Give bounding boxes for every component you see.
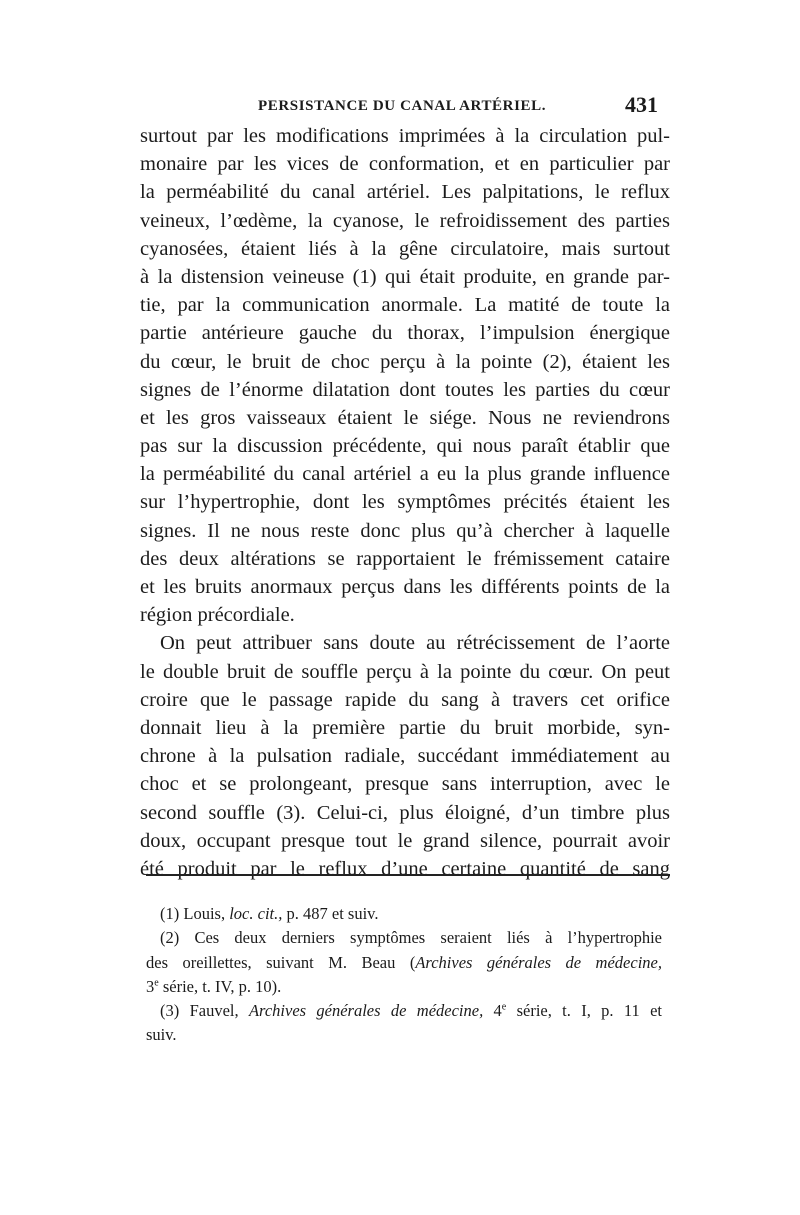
footnote-journal: Archives générales de médecine, [415,952,662,972]
text-line: monaire par les vices de conformation, et en particulier par [140,153,670,176]
footnote-citation: loc. cit., [229,904,283,923]
text-line: croire que le passage rapide du sang à travers cet orifice [140,688,670,711]
footnote-marker: (1) [160,904,180,923]
text-line: du cœur, le bruit de choc perçu à la pointe (2), étaient les [140,350,670,373]
text-line: des deux altérations se rapportaient le frémissement cataire [140,547,670,570]
text-line: le double bruit de souffle perçu à la pointe du cœur. On peut [140,660,670,683]
text-line: à la distension veineuse (1) qui était produite, en grande par- [140,265,670,288]
footnote-2-line [146,951,662,975]
footnote-text: série, t. IV, p. 10). [158,976,282,996]
footnote-divider [146,874,670,876]
footnote-2-line [146,975,662,999]
paragraph-start-line: On peut attribuer sans doute au rétrécissement de l’aorte [160,632,670,655]
text-line: veineux, l’œdème, la cyanose, le refroidissement des parties [140,209,670,232]
footnote-author: (3) Fauvel, [160,1001,239,1021]
text-line: cyanosées, étaient liés à la gêne circulatoire, mais surtout [140,237,670,260]
footnote-page-ref: p. 487 et suiv. [286,904,379,923]
text-line: signes de l’énorme dilatation dont toutes les parties du cœur [140,378,670,401]
page-number: 431 [625,92,658,117]
text-line: donnait lieu à la première partie du bruit morbide, syn- [140,716,670,739]
footnote-author: Louis, [183,904,226,923]
footnote-1 [146,902,662,926]
footnote-superscript: e [501,1001,507,1013]
text-line: et les bruits anormaux perçus dans les différents points de la [140,576,670,598]
footnote-2-line: (2) Ces deux derniers symptômes seraient liés à l’hypertrophie [160,928,662,948]
text-line: la perméabilité du canal artériel a eu la plus grande influence [140,463,670,486]
running-header [140,92,658,120]
text-line: second souffle (3). Celui-ci, plus éloigné, d’un timbre plus [140,801,670,824]
footnotes [146,902,662,1048]
text-line: été produit par le reflux d’une certaine quantité de sang [140,857,670,880]
text-line: choc et se prolongeant, presque sans interruption, avec le [140,773,670,796]
text-line: pas sur la discussion précédente, qui nous paraît établir que [140,435,670,458]
footnote-3-line: suiv. [146,1025,177,1045]
footnote-3-line [146,999,662,1023]
text-line: doux, occupant presque tout le grand silence, pourrait avoir [140,829,670,852]
footnote-journal: Archives générales de médecine, [248,1001,484,1021]
footnote-text: des oreillettes, suivant M. Beau ( [146,952,416,972]
text-line: et les gros vaisseaux étaient le siége. Nous ne reviendrons [140,406,670,429]
text-line: partie antérieure gauche du thorax, l’impulsion énergique [140,322,670,345]
text-line: région précordiale. [140,604,295,627]
footnote-series-number: 4 [493,1001,502,1021]
footnote-text: série, t. I, p. 11 et [506,1001,663,1021]
text-line: tie, par la communication anormale. La matité de toute la [140,294,670,317]
text-line: sur l’hypertrophie, dont les symptômes précités étaient les [140,491,670,514]
body-text [140,122,670,883]
footnote-series-number: 3 [146,976,155,996]
running-title: PERSISTANCE DU CANAL ARTÉRIEL. [258,98,547,114]
text-line: signes. Il ne nous reste donc plus qu’à chercher à laquelle [140,519,670,542]
text-line: la perméabilité du canal artériel. Les palpitations, le reflux [140,181,670,204]
text-line: surtout par les modifications imprimées à la circulation pul- [140,125,670,147]
text-line: chrone à la pulsation radiale, succédant immédiatement au [140,745,670,768]
footnote-superscript: e [154,977,159,989]
